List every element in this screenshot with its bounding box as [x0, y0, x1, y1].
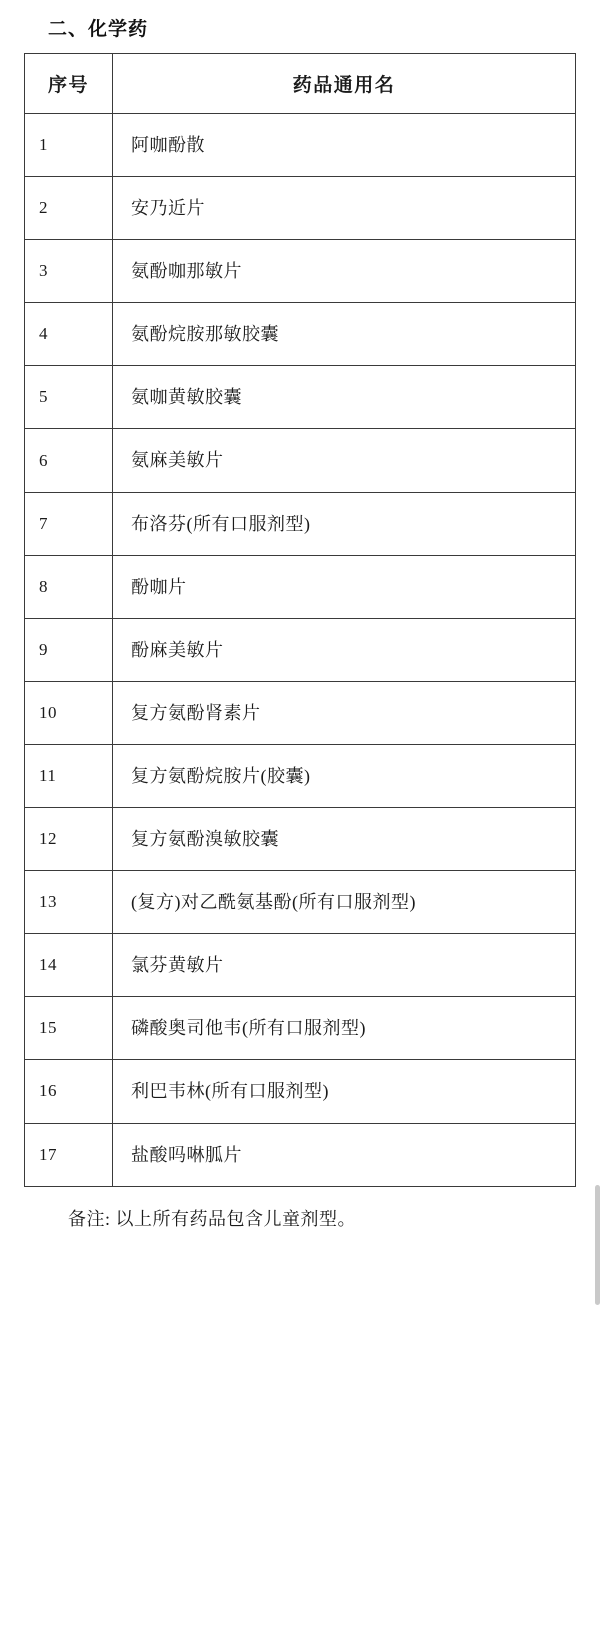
table-row	[25, 1060, 576, 1123]
cell-drug-name: 氨酚烷胺那敏胶囊	[113, 303, 576, 366]
table-row	[25, 492, 576, 555]
table-row	[25, 681, 576, 744]
footnote: 备注: 以上所有药品包含儿童剂型。	[68, 1208, 356, 1229]
cell-index: 3	[25, 240, 113, 303]
cell-index: 7	[25, 492, 113, 555]
cell-index: 16	[25, 1060, 113, 1123]
table-row	[25, 997, 576, 1060]
table-row	[25, 429, 576, 492]
table-header-row	[25, 54, 576, 114]
cell-index: 4	[25, 303, 113, 366]
table-head	[25, 54, 576, 114]
cell-drug-name: 布洛芬(所有口服剂型)	[113, 492, 576, 555]
table-row	[25, 114, 576, 177]
cell-index: 1	[25, 114, 113, 177]
cell-drug-name: 酚咖片	[113, 555, 576, 618]
cell-drug-name: 磷酸奥司他韦(所有口服剂型)	[113, 997, 576, 1060]
cell-index: 11	[25, 744, 113, 807]
cell-drug-name: 氨麻美敏片	[113, 429, 576, 492]
cell-index: 10	[25, 681, 113, 744]
section-heading: 二、化学药	[48, 19, 149, 40]
table-row	[25, 240, 576, 303]
cell-index: 12	[25, 808, 113, 871]
cell-drug-name: 复方氨酚溴敏胶囊	[113, 808, 576, 871]
table-row	[25, 934, 576, 997]
column-header-index: 序号	[25, 54, 113, 114]
cell-drug-name: 复方氨酚肾素片	[113, 681, 576, 744]
cell-index: 17	[25, 1123, 113, 1186]
cell-drug-name: (复方)对乙酰氨基酚(所有口服剂型)	[113, 871, 576, 934]
table-row	[25, 744, 576, 807]
table-row	[25, 555, 576, 618]
table-row	[25, 177, 576, 240]
cell-index: 9	[25, 618, 113, 681]
cell-index: 8	[25, 555, 113, 618]
cell-drug-name: 氨酚咖那敏片	[113, 240, 576, 303]
table-row	[25, 303, 576, 366]
cell-drug-name: 阿咖酚散	[113, 114, 576, 177]
cell-index: 14	[25, 934, 113, 997]
cell-index: 15	[25, 997, 113, 1060]
cell-drug-name: 盐酸吗啉胍片	[113, 1123, 576, 1186]
table-row	[25, 808, 576, 871]
table-row	[25, 366, 576, 429]
cell-drug-name: 氨咖黄敏胶囊	[113, 366, 576, 429]
column-header-name: 药品通用名	[113, 54, 576, 114]
cell-drug-name: 复方氨酚烷胺片(胶囊)	[113, 744, 576, 807]
scrollbar-thumb[interactable]	[595, 1185, 600, 1305]
cell-index: 2	[25, 177, 113, 240]
cell-drug-name: 安乃近片	[113, 177, 576, 240]
cell-drug-name: 氯芬黄敏片	[113, 934, 576, 997]
cell-index: 5	[25, 366, 113, 429]
table-row	[25, 1123, 576, 1186]
cell-drug-name: 酚麻美敏片	[113, 618, 576, 681]
cell-index: 13	[25, 871, 113, 934]
table-row	[25, 618, 576, 681]
cell-drug-name: 利巴韦林(所有口服剂型)	[113, 1060, 576, 1123]
table-row	[25, 871, 576, 934]
drug-table	[24, 53, 576, 1187]
table-body	[25, 114, 576, 1187]
cell-index: 6	[25, 429, 113, 492]
